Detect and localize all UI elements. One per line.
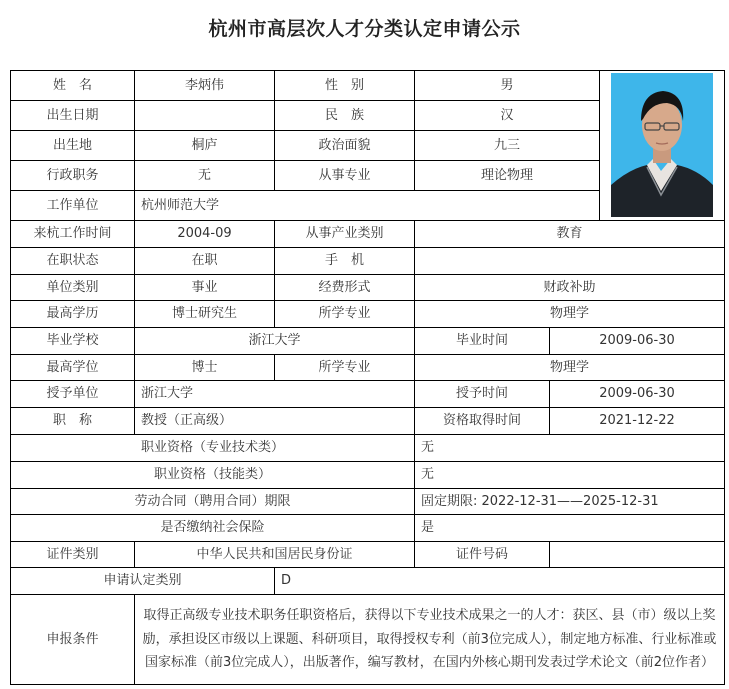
label-admin-position: 行政职务 <box>10 160 135 191</box>
label-political-status: 政治面貌 <box>274 130 415 161</box>
value-name: 李炳伟 <box>134 70 275 101</box>
value-qualification-time: 2021-12-22 <box>549 407 725 435</box>
label-arrival-time: 来杭工作时间 <box>10 220 135 248</box>
label-unit-type: 单位类别 <box>10 274 135 301</box>
value-qual-professional: 无 <box>414 434 725 462</box>
page-title: 杭州市高层次人才分类认定申请公示 <box>208 18 521 40</box>
label-employer: 工作单位 <box>10 190 135 221</box>
label-social-insurance: 是否缴纳社会保险 <box>10 514 415 542</box>
label-ethnicity: 民 族 <box>274 100 415 131</box>
label-job-title: 职 称 <box>10 407 135 435</box>
label-qualification-time: 资格取得时间 <box>414 407 550 435</box>
label-category: 申请认定类别 <box>10 567 275 595</box>
value-graduation-time: 2009-06-30 <box>549 327 725 355</box>
label-highest-degree: 最高学位 <box>10 354 135 381</box>
value-labor-contract: 固定期限: 2022-12-31——2025-12-31 <box>414 488 725 515</box>
value-id-type: 中华人民共和国居民身份证 <box>134 541 415 568</box>
value-industry: 教育 <box>414 220 725 248</box>
label-degree-major: 所学专业 <box>274 354 415 381</box>
value-unit-type: 事业 <box>134 274 275 301</box>
value-gender: 男 <box>414 70 600 101</box>
value-mobile <box>414 247 725 275</box>
label-employment-status: 在职状态 <box>10 247 135 275</box>
value-political-status: 九三 <box>414 130 600 161</box>
value-qual-skill: 无 <box>414 461 725 489</box>
value-id-number <box>549 541 725 568</box>
value-degree-time: 2009-06-30 <box>549 380 725 408</box>
label-graduate-school: 毕业学校 <box>10 327 135 355</box>
value-employment-status: 在职 <box>134 247 275 275</box>
value-category: D <box>274 567 725 595</box>
value-arrival-time: 2004-09 <box>134 220 275 248</box>
label-industry: 从事产业类别 <box>274 220 415 248</box>
label-degree-institution: 授予单位 <box>10 380 135 408</box>
label-qual-professional: 职业资格（专业技术类） <box>10 434 415 462</box>
label-name: 姓 名 <box>10 70 135 101</box>
label-id-type: 证件类别 <box>10 541 135 568</box>
value-ethnicity: 汉 <box>414 100 600 131</box>
label-birth-date: 出生日期 <box>10 100 135 131</box>
value-admin-position: 无 <box>134 160 275 191</box>
value-degree-major: 物理学 <box>414 354 725 381</box>
portrait-photo <box>611 73 713 217</box>
value-birth-date <box>134 100 275 131</box>
label-id-number: 证件号码 <box>414 541 550 568</box>
value-specialty: 理论物理 <box>414 160 600 191</box>
label-qual-skill: 职业资格（技能类） <box>10 461 415 489</box>
label-birthplace: 出生地 <box>10 130 135 161</box>
value-highest-degree: 博士 <box>134 354 275 381</box>
value-employer: 杭州师范大学 <box>134 190 600 221</box>
value-job-title: 教授（正高级） <box>134 407 415 435</box>
label-conditions: 申报条件 <box>10 594 135 685</box>
label-degree-time: 授予时间 <box>414 380 550 408</box>
value-degree-institution: 浙江大学 <box>134 380 415 408</box>
label-gender: 性 别 <box>274 70 415 101</box>
value-major: 物理学 <box>414 300 725 328</box>
label-major: 所学专业 <box>274 300 415 328</box>
label-specialty: 从事专业 <box>274 160 415 191</box>
label-graduation-time: 毕业时间 <box>414 327 550 355</box>
value-birthplace: 桐庐 <box>134 130 275 161</box>
value-social-insurance: 是 <box>414 514 725 542</box>
label-highest-education: 最高学历 <box>10 300 135 328</box>
label-labor-contract: 劳动合同（聘用合同）期限 <box>10 488 415 515</box>
label-funding: 经费形式 <box>274 274 415 301</box>
label-mobile: 手 机 <box>274 247 415 275</box>
value-funding: 财政补助 <box>414 274 725 301</box>
value-graduate-school: 浙江大学 <box>134 327 415 355</box>
value-conditions: 取得正高级专业技术职务任职资格后，获得以下专业技术成果之一的人才：获区、县（市）级以上奖励，承担设区市级以上课题、科研项目，取得授权专利（前3位完成人），制定地方标准、行业标准或国家标准（前3位完成人），出版著作，编写教材，在国内外核心期刊发表过学术论文（前2位作者） <box>134 594 725 685</box>
value-highest-education: 博士研究生 <box>134 300 275 328</box>
